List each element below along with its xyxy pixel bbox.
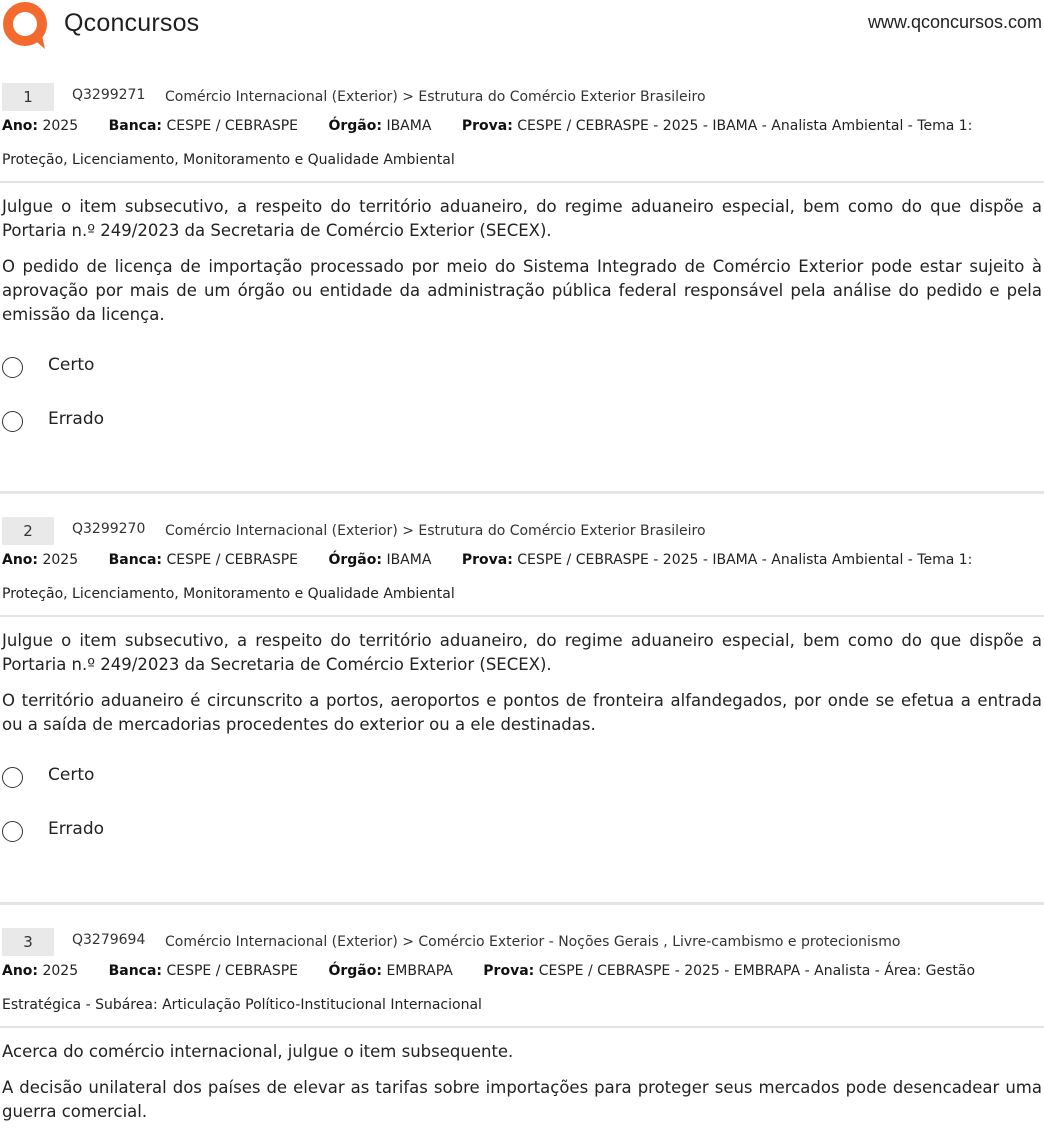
page-header [0, 0, 1044, 60]
question-meta [0, 113, 1044, 181]
question-context: Acerca do comércio internacional, julgue o item subsequente. [2, 1042, 514, 1061]
prova-label: Prova: [483, 963, 535, 979]
radio-button[interactable] [2, 821, 23, 842]
question-header [0, 928, 1044, 958]
option-errado[interactable] [0, 817, 1044, 871]
qconcursos-logo-icon[interactable] [1, 1, 51, 51]
question-card [0, 517, 1044, 871]
question-statement: O pedido de licença de importação processado por meio do Sistema Integrado de Comércio Exterior pode estar sujeito à aprovação por mais de um órgão ou entidade da administração pública federal responsável pela análise do pedido e pela emissão da licença. [2, 257, 1042, 324]
prova-label: Prova: [461, 118, 513, 134]
option-label[interactable]: Errado [48, 819, 105, 839]
question-meta [0, 547, 1044, 615]
banca-label: Banca: [108, 118, 163, 134]
orgao-label: Órgão: [328, 118, 382, 134]
ano-value: 2025 [42, 963, 79, 979]
question-statement: A decisão unilateral dos países de elevar as tarifas sobre importações para proteger seus mercados pode desencadear uma guerra comercial. [2, 1078, 1042, 1121]
option-certo[interactable] [0, 763, 1044, 817]
ano-value: 2025 [42, 118, 79, 134]
prova-value: CESPE / CEBRASPE - 2025 - EMBRAPA - Analista - Área: Gestão [538, 963, 976, 979]
brand-name[interactable]: Qconcursos [64, 9, 200, 37]
radio-button[interactable] [2, 357, 23, 378]
prova-value-continued: Proteção, Licenciamento, Monitoramento e Qualidade Ambiental [2, 152, 455, 168]
question-separator [0, 491, 1044, 494]
question-number: 1 [2, 83, 54, 111]
prova-value-continued: Proteção, Licenciamento, Monitoramento e Qualidade Ambiental [2, 586, 455, 602]
prova-value: CESPE / CEBRASPE - 2025 - IBAMA - Analista Ambiental - Tema 1: [517, 118, 973, 134]
ano-label: Ano: [2, 963, 39, 979]
question-separator [0, 902, 1044, 905]
ano-label: Ano: [2, 118, 39, 134]
question-statement: O território aduaneiro é circunscrito a portos, aeroportos e pontos de fronteira alfandegados, por onde se efetua a entrada ou a saída de mercadorias procedentes do exterior ou a ele destinadas. [2, 691, 1042, 734]
question-header [0, 83, 1044, 113]
question-card [0, 928, 1044, 1124]
question-number: 3 [2, 928, 54, 956]
prova-value-continued: Estratégica - Subárea: Articulação Político-Institucional Internacional [2, 997, 482, 1013]
question-header [0, 517, 1044, 547]
banca-value: CESPE / CEBRASPE [166, 552, 299, 568]
orgao-value: IBAMA [386, 118, 432, 134]
divider [0, 181, 1044, 183]
ano-value: 2025 [42, 552, 79, 568]
question-context: Julgue o item subsecutivo, a respeito do território aduaneiro, do regime aduaneiro especial, bem como do que dispõe a Portaria n.º 249/2023 da Secretaria de Comércio Exterior (SECEX). [2, 197, 1042, 240]
question-id[interactable]: Q3299271 [72, 87, 146, 103]
banca-value: CESPE / CEBRASPE [166, 963, 299, 979]
option-label[interactable]: Certo [48, 355, 95, 375]
orgao-label: Órgão: [328, 963, 382, 979]
banca-label: Banca: [108, 552, 163, 568]
option-errado[interactable] [0, 407, 1044, 461]
question-context: Julgue o item subsecutivo, a respeito do território aduaneiro, do regime aduaneiro especial, bem como do que dispõe a Portaria n.º 249/2023 da Secretaria de Comércio Exterior (SECEX). [2, 631, 1042, 674]
answer-options [0, 353, 1044, 461]
question-subject: Comércio Internacional (Exterior) > Comércio Exterior - Noções Gerais , Livre-cambismo e protecionismo [165, 934, 901, 950]
divider [0, 615, 1044, 617]
prova-label: Prova: [461, 552, 513, 568]
orgao-value: EMBRAPA [386, 963, 453, 979]
prova-value: CESPE / CEBRASPE - 2025 - IBAMA - Analista Ambiental - Tema 1: [517, 552, 973, 568]
answer-options [0, 763, 1044, 871]
question-id[interactable]: Q3299270 [72, 521, 146, 537]
banca-value: CESPE / CEBRASPE [166, 118, 299, 134]
option-certo[interactable] [0, 353, 1044, 407]
divider [0, 1026, 1044, 1028]
question-subject: Comércio Internacional (Exterior) > Estrutura do Comércio Exterior Brasileiro [165, 523, 706, 539]
ano-label: Ano: [2, 552, 39, 568]
banca-label: Banca: [108, 963, 163, 979]
radio-button[interactable] [2, 767, 23, 788]
question-number: 2 [2, 517, 54, 545]
question-card [0, 83, 1044, 461]
orgao-value: IBAMA [386, 552, 432, 568]
question-id[interactable]: Q3279694 [72, 932, 146, 948]
orgao-label: Órgão: [328, 552, 382, 568]
option-label[interactable]: Certo [48, 765, 95, 785]
question-meta [0, 958, 1044, 1026]
site-url[interactable]: www.qconcursos.com [867, 12, 1042, 32]
radio-button[interactable] [2, 411, 23, 432]
option-label[interactable]: Errado [48, 409, 105, 429]
question-subject: Comércio Internacional (Exterior) > Estrutura do Comércio Exterior Brasileiro [165, 89, 706, 105]
